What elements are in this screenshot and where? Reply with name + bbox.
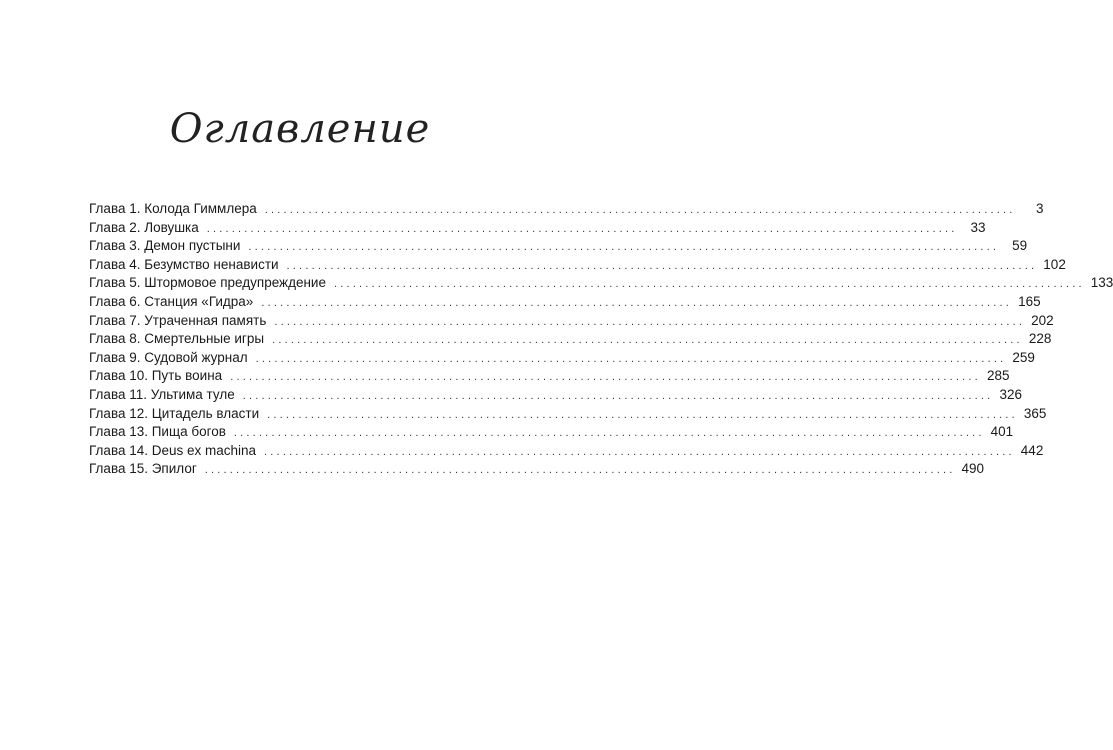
dot-leader: ........................................................................................................................	[255, 352, 1007, 365]
chapter-title: Глава 10. Путь воина	[89, 368, 223, 384]
toc-entry	[89, 312, 1054, 331]
chapter-title: Глава 4. Безумство ненависти	[89, 256, 279, 272]
dot-leader: ........................................................................................................................	[286, 259, 1038, 272]
chapter-title: Глава 15. Эпилог	[89, 461, 197, 477]
dot-leader: ........................................................................................................................	[248, 241, 1000, 254]
chapter-title: Глава 1. Колода Гиммлера	[89, 201, 257, 216]
chapter-title: Глава 5. Штормовое предупреждение	[89, 275, 326, 291]
toc-entry	[89, 386, 1022, 405]
page-number: 228	[1028, 331, 1052, 347]
dot-leader: ........................................................................................................................	[204, 464, 956, 477]
dot-leader: ........................................................................................................................	[274, 315, 1026, 328]
dot-leader: ........................................................................................................................	[333, 278, 1085, 291]
dot-leader: ........................................................................................................................	[233, 427, 985, 440]
toc-entry	[89, 256, 1066, 275]
toc-entry	[89, 237, 1028, 256]
page-number: 33	[970, 219, 986, 235]
page-number: 3	[1035, 201, 1044, 216]
toc-entry	[89, 423, 1014, 442]
chapter-title: Глава 6. Станция «Гидра»	[89, 293, 254, 309]
chapter-title: Глава 11. Ультима туле	[89, 386, 235, 402]
page-number: 365	[1023, 405, 1047, 421]
toc-entry	[89, 367, 1010, 386]
chapter-title: Глава 8. Смертельные игры	[89, 331, 265, 347]
page-number: 401	[990, 424, 1014, 440]
page-title: Оглавление	[169, 106, 431, 152]
chapter-title: Глава 13. Пища богов	[89, 424, 226, 440]
page-number: 133	[1090, 275, 1113, 291]
chapter-title: Глава 2. Ловушка	[89, 219, 199, 235]
dot-leader: ........................................................................................................................	[230, 371, 981, 384]
page-number: 442	[1020, 442, 1044, 458]
toc-entry	[89, 219, 986, 238]
toc-entry	[89, 200, 1044, 219]
chapter-title: Глава 9. Судовой журнал	[89, 349, 248, 365]
dot-leader: ........................................................................................................................	[272, 334, 1023, 347]
table-of-contents	[89, 200, 1113, 479]
toc-entry	[89, 405, 1047, 424]
page-number: 165	[1018, 293, 1041, 309]
toc-entry	[89, 274, 1113, 293]
toc-entry	[89, 293, 1041, 312]
page-number: 490	[961, 461, 985, 477]
toc-entry	[89, 330, 1052, 349]
chapter-title: Глава 3. Демон пустыни	[89, 238, 241, 254]
dot-leader: ........................................................................................................................	[242, 389, 994, 402]
dot-leader: ........................................................................................................................	[261, 296, 1013, 309]
page-number: 326	[999, 386, 1022, 402]
chapter-title: Глава 7. Утраченная память	[89, 312, 267, 328]
toc-entry	[89, 442, 1044, 461]
page-number: 285	[986, 368, 1010, 384]
page-number: 259	[1012, 349, 1035, 365]
dot-leader: ........................................................................................................................	[264, 204, 1016, 216]
dot-leader: ........................................................................................................................	[264, 445, 1015, 458]
toc-entry	[89, 349, 1035, 368]
toc-entry	[89, 460, 985, 479]
page-number: 102	[1043, 256, 1066, 272]
chapter-title: Глава 14. Deus ex machina	[89, 442, 257, 458]
page-number: 202	[1031, 312, 1054, 328]
dot-leader: ........................................................................................................................	[267, 408, 1018, 421]
page-number: 59	[1012, 238, 1028, 254]
dot-leader: ........................................................................................................................	[206, 222, 958, 235]
chapter-title: Глава 12. Цитадель власти	[89, 405, 260, 421]
